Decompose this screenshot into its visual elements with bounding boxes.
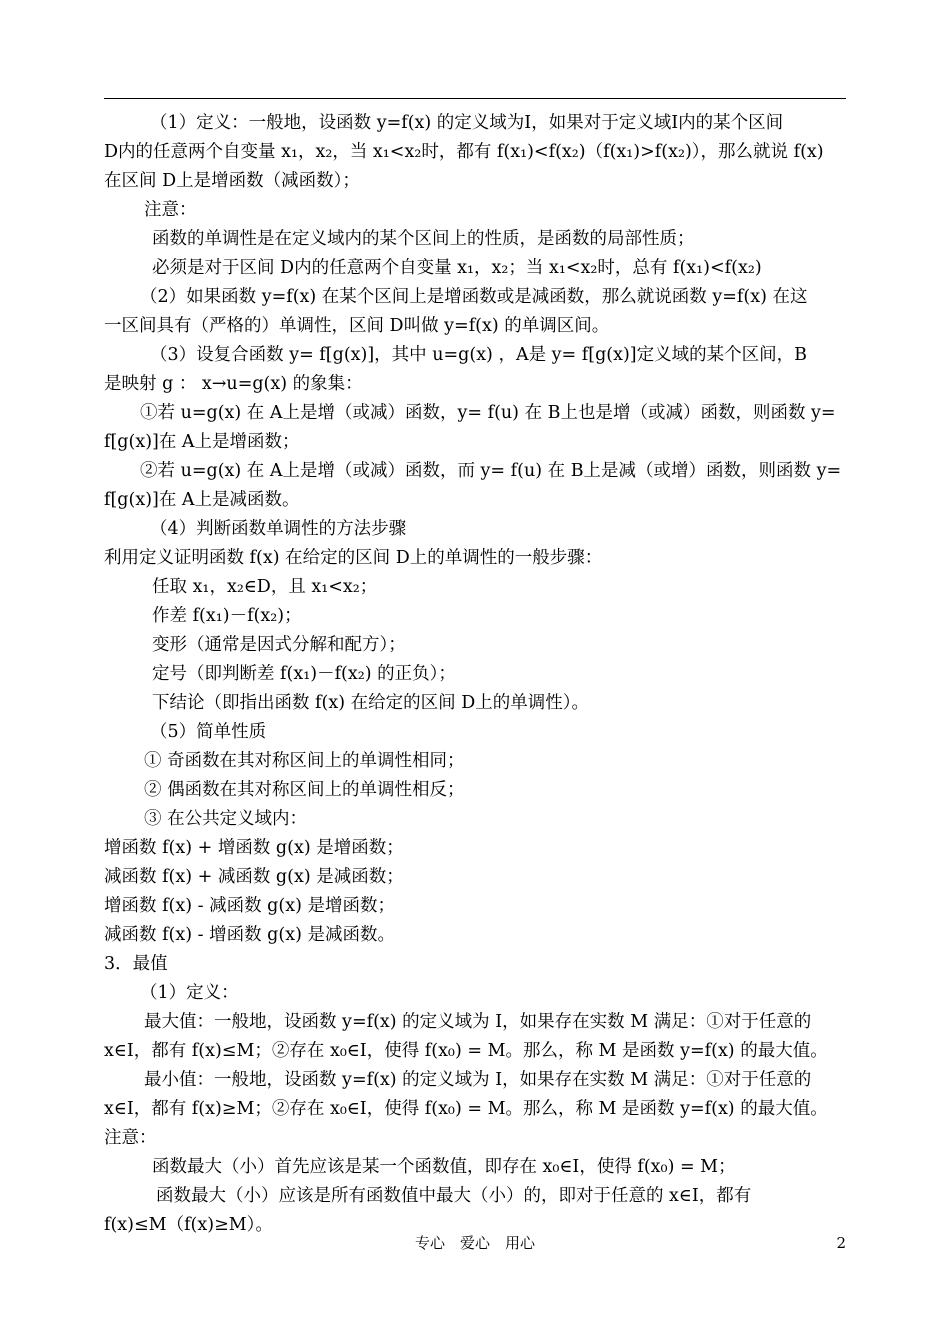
text-line: （2）如果函数 y=f(x) 在某个区间上是增函数或是减函数，那么就说函数 y=f(x) 在这 (140, 287, 808, 307)
text-line: 必须是对于区间 D内的任意两个自变量 x₁，x₂；当 x₁<x₂时，总有 f(x₁)<f(x₂) (152, 258, 762, 278)
text-line: f[g(x)]在 A上是减函数。 (104, 490, 300, 510)
text-line: 增函数 f(x) - 减函数 g(x) 是增函数； (104, 896, 395, 916)
text-line: ① 奇函数在其对称区间上的单调性相同； (144, 751, 465, 771)
header-rule (104, 98, 846, 99)
text-line: 减函数 f(x) + 减函数 g(x) 是减函数； (104, 867, 404, 887)
text-line: ①若 u=g(x) 在 A上是增（或减）函数，y= f(u) 在 B上也是增（或减）函数，则函数 y= (140, 403, 836, 423)
text-line: x∈I，都有 f(x)≥M；②存在 x₀∈I，使得 f(x₀) = M。那么，称 M 是函数 y=f(x) 的最大值。 (104, 1099, 828, 1119)
text-line: 函数最大（小）首先应该是某一个函数值，即存在 x₀∈I，使得 f(x₀) = M； (152, 1157, 736, 1177)
text-line: 一区间具有（严格的）单调性，区间 D叫做 y=f(x) 的单调区间。 (104, 316, 610, 336)
text-line: ③ 在公共定义域内： (144, 809, 308, 829)
text-line: 利用定义证明函数 f(x) 在给定的区间 D上的单调性的一般步骤： (104, 548, 603, 568)
text-line: 下结论（即指出函数 f(x) 在给定的区间 D上的单调性）。 (152, 693, 589, 713)
text-line: 增函数 f(x) + 增函数 g(x) 是增函数； (104, 838, 404, 858)
text-line: 注意： (104, 1128, 157, 1148)
text-line: （1）定义： (140, 983, 239, 1003)
text-line: 减函数 f(x) - 增函数 g(x) 是减函数。 (104, 925, 395, 945)
text-line: 作差 f(x₁)－f(x₂)； (152, 606, 302, 626)
text-line: 最大值：一般地，设函数 y=f(x) 的定义域为 I，如果存在实数 M 满足：①对于任意的 (144, 1012, 812, 1032)
text-line: x∈I，都有 f(x)≤M；②存在 x₀∈I，使得 f(x₀) = M。那么，称 M 是函数 y=f(x) 的最大值。 (104, 1041, 828, 1061)
page-footer: 专心 爱心 用心 (414, 1234, 535, 1252)
text-line: 最小值：一般地，设函数 y=f(x) 的定义域为 I，如果存在实数 M 满足：①对于任意的 (144, 1070, 812, 1090)
text-line: （3）设复合函数 y= f[g(x)]，其中 u=g(x) ，A是 y= f[g(x)]定义域的某个区间，B (150, 345, 807, 365)
text-line: ② 偶函数在其对称区间上的单调性相反； (144, 780, 465, 800)
text-line: 任取 x₁，x₂∈D，且 x₁<x₂； (152, 577, 378, 597)
page-number: 2 (836, 1234, 846, 1252)
section-heading: 3．最值 (104, 954, 168, 974)
text-line: （4）判断函数单调性的方法步骤 (150, 519, 407, 539)
text-line: ②若 u=g(x) 在 A上是增（或减）函数，而 y= f(u) 在 B上是减（或增）函数，则函数 y= (140, 461, 842, 481)
text-line: 函数的单调性是在定义域内的某个区间上的性质，是函数的局部性质； (152, 229, 695, 249)
text-line: f[g(x)]在 A上是增函数； (104, 432, 300, 452)
text-line: 函数最大（小）应该是所有函数值中最大（小）的，即对于任意的 x∈I，都有 (156, 1186, 752, 1206)
text-line: 在区间 D上是增函数（减函数）； (104, 171, 360, 191)
text-line: 变形（通常是因式分解和配方）； (152, 635, 406, 655)
text-line: 注意： (144, 200, 197, 220)
text-line: （1）定义：一般地，设函数 y=f(x) 的定义域为Ⅰ，如果对于定义域Ⅰ内的某个区间 (150, 113, 784, 133)
text-line: f(x)≤M（f(x)≥M）。 (104, 1215, 273, 1235)
text-line: 是映射 g ： x→u=g(x) 的象集： (104, 374, 363, 394)
text-line: （5）简单性质 (150, 722, 267, 742)
text-line: D内的任意两个自变量 x₁，x₂，当 x₁<x₂时，都有 f(x₁)<f(x₂)（f(x₁)>f(x₂)），那么就说 f(x) (104, 142, 824, 162)
document-body (104, 109, 846, 1240)
text-line: 定号（即判断差 f(x₁)－f(x₂) 的正负）； (152, 664, 456, 684)
